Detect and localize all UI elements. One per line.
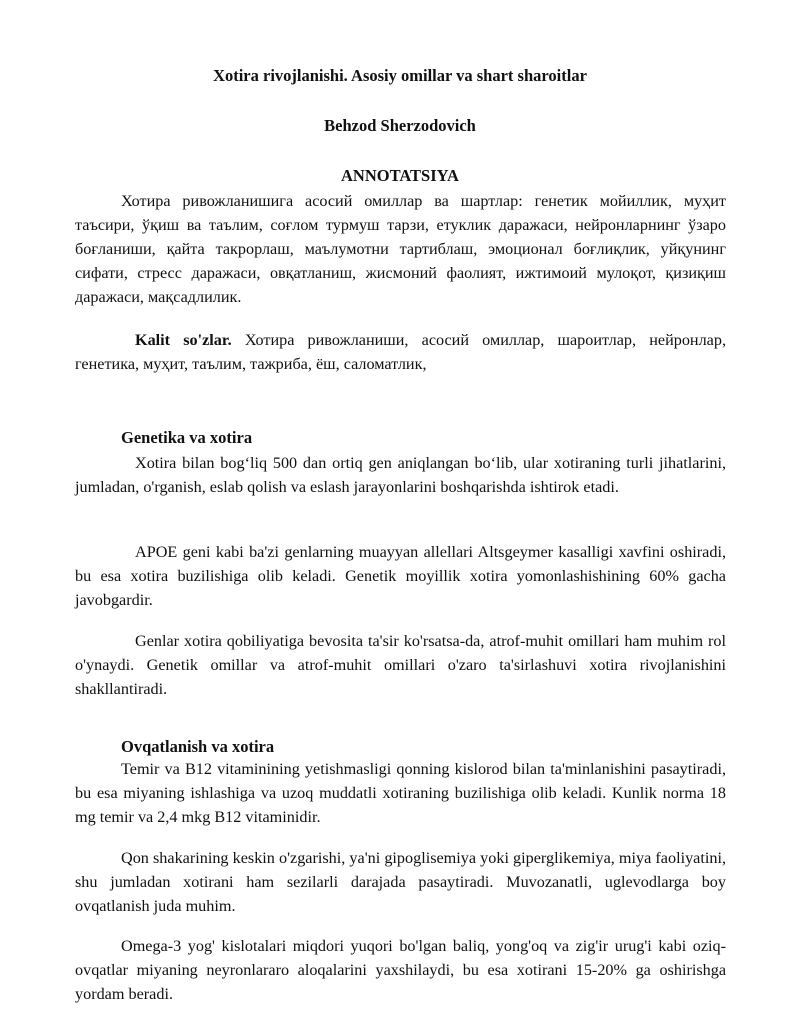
genetics-paragraph-3: Genlar xotira qobiliyatiga bevosita ta'sir ko'rsatsa-da, atrof-muhit omillari ham muhim rol o'ynaydi. Genetik omillar va atrof-muhit omillari o'zaro ta'sirlashuvi xotira rivojlanishini shakllantiradi. (75, 632, 726, 698)
keywords-text: Хотира ривожланиши, асосий омиллар, шароитлар, нейронлар, генетика, муҳит, таълим, тажриба, ёш, саломатлик, (75, 331, 727, 373)
nutrition-paragraph-3: Omega-3 yog' kislotalari miqdori yuqori bo'lgan baliq, yong'oq va zig'ir urug'i kabi oziq-ovqatlar miyaning neyronlararo aloqalarini yaxshilaydi, bu esa xotirani 15-20% ga oshirishga yordam beradi. (75, 937, 726, 1003)
genetics-paragraph-1: Xotira bilan bog‘liq 500 dan ortiq gen aniqlangan bo‘lib, ular xotiraning turli jihatlarini, jumladan, o'rganish, eslab qolish va eslash jarayonlarini boshqarishda ishtirok etadi. (75, 454, 726, 496)
annotation-heading: ANNOTATSIYA (341, 166, 459, 185)
document-title: Xotira rivojlanishi. Asosiy omillar va shart sharoitlar (213, 66, 587, 85)
nutrition-paragraph-2: Qon shakarining keskin o'zgarishi, ya'ni gipoglisemiya yoki giperglikemiya, miya faoliyatini, shu jumladan xotirani ham sezilarli darajada pasaytiradi. Muvozanatli, uglevodlarga boy ovqatlanish juda muhim. (75, 849, 726, 915)
section-heading-genetics: Genetika va xotira (121, 428, 253, 447)
keywords-label: Kalit so'zlar. (135, 331, 232, 349)
annotation-text: Хотира ривожланишига асосий омиллар ва шартлар: генетик мойиллик, муҳит таъсири, ўқиш ва таълим, соғлом турмуш тарзи, етуклик даражаси, нейронларнинг ўзаро боғланиши, қайта такрорлаш, маълумотни тартиблаш, эмоционал боғлиқлик, уйқунинг сифати, стресс даражаси, овқатланиш, жисмоний фаолият, ижтимоий мулоқот, қизиқиш даражаси, мақсадлилик. (75, 192, 726, 306)
genetics-paragraph-2: APOE geni kabi ba'zi genlarning muayyan allellari Altsgeymer kasalligi xavfini oshiradi, bu esa xotira buzilishiga olib keladi. Genetik moyillik xotira yomonlashishining 60% gacha javobgardir. (75, 543, 726, 609)
document-author: Behzod Sherzodovich (324, 116, 476, 135)
keywords-paragraph (75, 328, 726, 376)
section-heading-nutrition: Ovqatlanish va xotira (121, 737, 275, 756)
nutrition-paragraph-1: Temir va B12 vitaminining yetishmasligi qonning kislorod bilan ta'minlanishini pasaytiradi, bu esa miyaning ishlashiga va uzoq muddatli xotiraning buzilishiga olib keladi. Kunlik norma 18 mg temir va 2,4 mkg B12 vitaminidir. (75, 760, 726, 826)
